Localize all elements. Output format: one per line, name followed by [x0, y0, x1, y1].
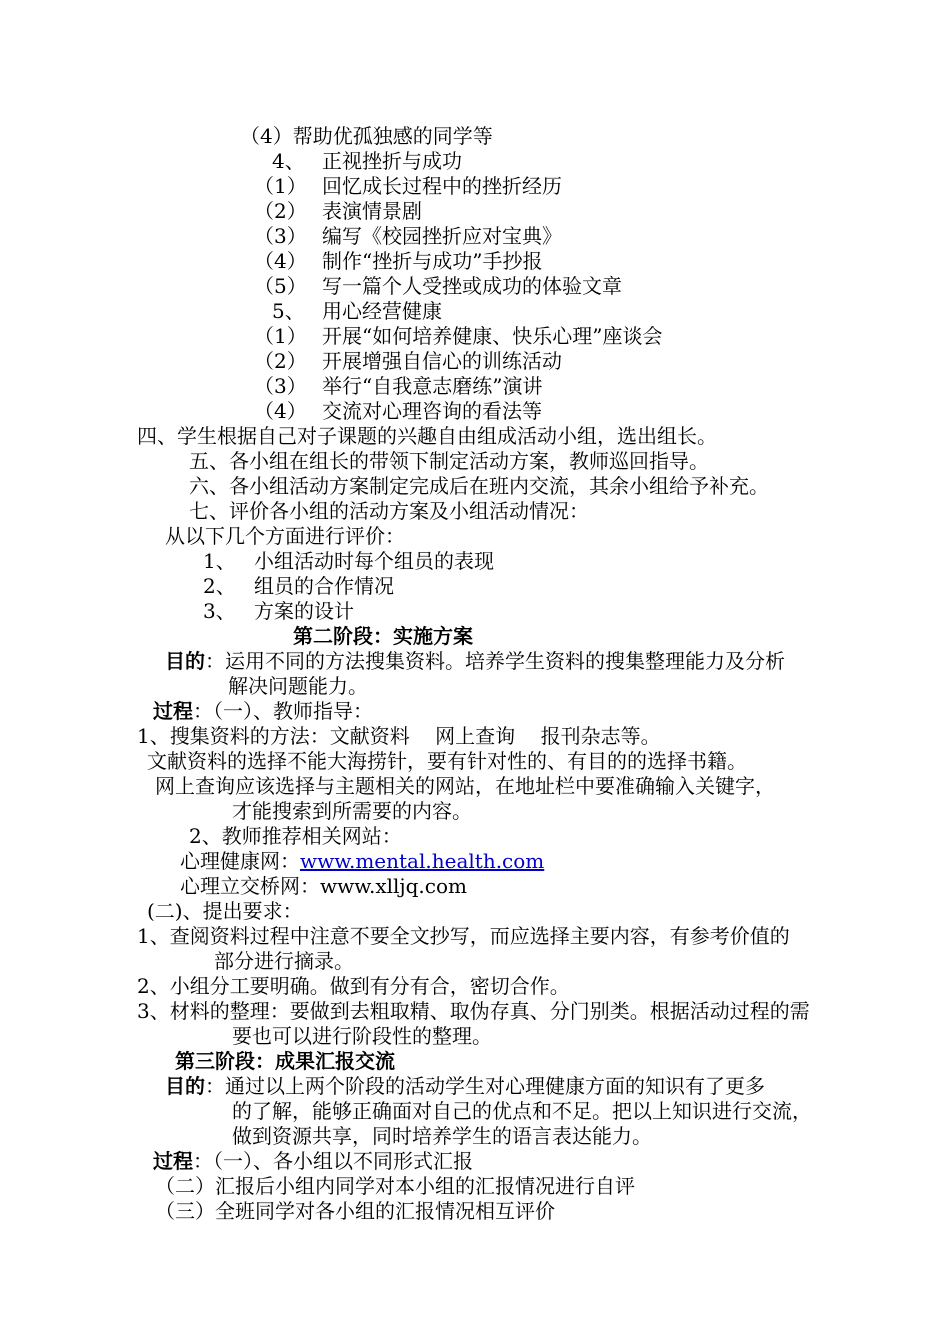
web-search-note: 网上查询应该选择与主题相关的网站，在地址栏中要准确输入关键字，	[155, 774, 775, 798]
line-help-lonely: （4）帮助优孤独感的同学等	[240, 124, 493, 148]
step-four: 四、学生根据自己对子课题的兴趣自由组成活动小组，选出组长。	[137, 424, 717, 448]
line-item-text: 写一篇个人受挫或成功的体验文章	[322, 274, 622, 298]
line-item-text: 组员的合作情况	[254, 574, 394, 598]
item-number: 1、	[203, 549, 236, 573]
item-number: （5）	[254, 274, 307, 298]
process-label: 过程	[153, 699, 193, 723]
section-heading-stage-two: 第二阶段：实施方案	[293, 624, 473, 648]
recommended-sites-heading: 2、教师推荐相关网站：	[189, 824, 402, 848]
evaluation-intro: 从以下几个方面进行评价：	[165, 524, 405, 548]
requirement-two: 2、小组分工要明确。做到有分有合，密切合作。	[137, 974, 570, 998]
process-text: ：（一）、教师指导：	[193, 699, 373, 723]
process-step-three: （三）全班同学对各小组的汇报情况相互评价	[155, 1199, 555, 1223]
item-number: 5、	[272, 299, 305, 323]
requirement-one-continuation: 部分进行摘录。	[214, 949, 354, 973]
item-number: （1）	[254, 174, 307, 198]
line-item-text: 制作“挫折与成功”手抄报	[322, 249, 543, 273]
requirement-three-continuation: 要也可以进行阶段性的整理。	[232, 1024, 492, 1048]
item-number: （3）	[254, 224, 307, 248]
requirement-three: 3、材料的整理：要做到去粗取精、取伪存真、分门别类。根据活动过程的需	[137, 999, 810, 1023]
purpose-text: ：运用不同的方法搜集资料。培养学生资料的搜集整理能力及分析	[205, 649, 785, 673]
line-item-text: 用心经营健康	[322, 299, 442, 323]
site-label: 心理健康网：	[180, 849, 300, 873]
item-number: （2）	[254, 199, 307, 223]
line-item-text: 小组活动时每个组员的表现	[254, 549, 494, 573]
site-mental-health	[180, 849, 544, 873]
line-item-text: 开展“如何培养健康、快乐心理”座谈会	[322, 324, 663, 348]
purpose-continuation: 做到资源共享，同时培养学生的语言表达能力。	[232, 1124, 652, 1148]
line-item-text: 编写《校园挫折应对宝典》	[322, 224, 562, 248]
process-line	[153, 699, 373, 723]
step-seven: 七、评价各小组的活动方案及小组活动情况：	[189, 499, 589, 523]
item-number: （4）	[254, 399, 307, 423]
section-heading-stage-three: 第三阶段：成果汇报交流	[175, 1049, 395, 1073]
item-number: （2）	[254, 349, 307, 373]
web-search-continuation: 才能搜索到所需要的内容。	[232, 799, 472, 823]
line-item-text: 举行“自我意志磨练”演讲	[322, 374, 543, 398]
purpose-line	[165, 649, 785, 673]
item-number: 4、	[272, 149, 305, 173]
line-item-text: 方案的设计	[254, 599, 354, 623]
requirement-one: 1、查阅资料过程中注意不要全文抄写，而应选择主要内容，有参考价值的	[137, 924, 790, 948]
line-item-text: 交流对心理咨询的看法等	[322, 399, 542, 423]
site-xlljq: 心理立交桥网：www.xlljq.com	[180, 874, 467, 898]
item-number: （4）	[254, 249, 307, 273]
process-label: 过程	[153, 1149, 193, 1173]
purpose-continuation: 解决问题能力。	[228, 674, 368, 698]
line-item-text: 表演情景剧	[322, 199, 422, 223]
mental-health-link[interactable]: www.mental.health.com	[300, 849, 545, 873]
purpose-label: 目的	[165, 649, 205, 673]
collect-methods: 1、搜集资料的方法：文献资料 网上查询 报刊杂志等。	[137, 724, 661, 748]
item-number: 3、	[203, 599, 236, 623]
line-item-4	[272, 149, 305, 173]
process-line	[153, 1149, 473, 1173]
step-five: 五、各小组在组长的带领下制定活动方案，教师巡回指导。	[189, 449, 709, 473]
purpose-line	[165, 1074, 765, 1098]
requirements-heading: (二)、提出要求：	[147, 899, 303, 923]
purpose-label: 目的	[165, 1074, 205, 1098]
item-number: （3）	[254, 374, 307, 398]
line-item-text: 回忆成长过程中的挫折经历	[322, 174, 562, 198]
literature-note: 文献资料的选择不能大海捞针，要有针对性的、有目的的选择书籍。	[147, 749, 747, 773]
process-step-two: （二）汇报后小组内同学对本小组的汇报情况进行自评	[155, 1174, 635, 1198]
line-item-text: 开展增强自信心的训练活动	[322, 349, 562, 373]
item-number: 2、	[203, 574, 236, 598]
item-number: （1）	[254, 324, 307, 348]
process-text: ：（一）、各小组以不同形式汇报	[193, 1149, 473, 1173]
step-six: 六、各小组活动方案制定完成后在班内交流，其余小组给予补充。	[189, 474, 769, 498]
purpose-text: ：通过以上两个阶段的活动学生对心理健康方面的知识有了更多	[205, 1074, 765, 1098]
purpose-continuation: 的了解，能够正确面对自己的优点和不足。把以上知识进行交流，	[232, 1099, 812, 1123]
line-item-4-text: 正视挫折与成功	[322, 149, 462, 173]
